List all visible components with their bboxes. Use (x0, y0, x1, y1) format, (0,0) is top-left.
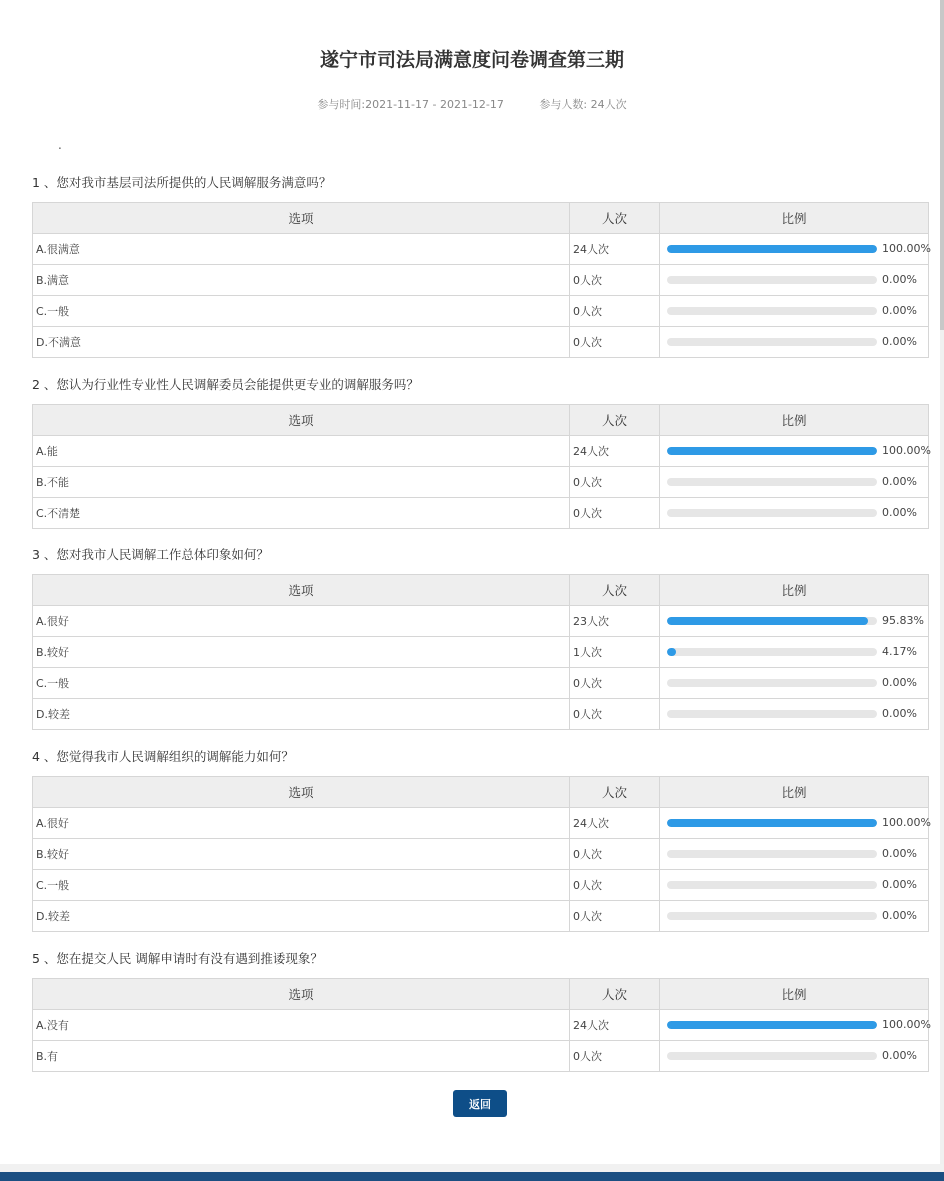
table-row (33, 467, 929, 498)
progress-bar (667, 912, 877, 920)
option-label: C.一般 (33, 668, 570, 699)
option-label: D.不满意 (33, 327, 570, 358)
progress-fill (667, 447, 877, 455)
option-label: A.没有 (33, 1010, 570, 1041)
result-table (32, 978, 929, 1072)
question-block (32, 375, 931, 529)
header-count: 人次 (570, 979, 660, 1010)
option-count: 0人次 (570, 296, 660, 327)
progress-bar (667, 276, 877, 284)
option-count: 0人次 (570, 327, 660, 358)
option-count: 0人次 (570, 901, 660, 932)
option-label: B.较好 (33, 637, 570, 668)
progress-fill (667, 617, 868, 625)
result-table (32, 776, 929, 932)
option-count: 0人次 (570, 699, 660, 730)
option-percent: 0.00% (882, 475, 917, 488)
question-title: 1 、您对我市基层司法所提供的人民调解服务满意吗？ (32, 175, 332, 190)
result-table (32, 574, 929, 730)
option-percent: 0.00% (882, 909, 917, 922)
option-label: B.满意 (33, 265, 570, 296)
table-row (33, 699, 929, 730)
table-row (33, 436, 929, 467)
option-percent: 0.00% (882, 847, 917, 860)
option-count: 0人次 (570, 839, 660, 870)
progress-bar (667, 710, 877, 718)
option-percent: 4.17% (882, 645, 917, 658)
progress-fill (667, 648, 676, 656)
option-count: 24人次 (570, 436, 660, 467)
header-ratio: 比例 (660, 979, 929, 1010)
option-count: 24人次 (570, 808, 660, 839)
back-button[interactable]: 返回 (453, 1090, 507, 1117)
option-label: A.很满意 (33, 234, 570, 265)
progress-bar (667, 447, 877, 455)
option-label: B.不能 (33, 467, 570, 498)
table-row (33, 296, 929, 327)
page-title: 遂宁市司法局满意度问卷调查第三期 (319, 49, 624, 71)
progress-fill (667, 1021, 877, 1029)
option-count: 0人次 (570, 498, 660, 529)
option-ratio (660, 498, 929, 529)
header-count: 人次 (570, 575, 660, 606)
question-block (32, 747, 931, 932)
option-count: 24人次 (570, 234, 660, 265)
option-percent: 0.00% (882, 506, 917, 519)
option-ratio (660, 1041, 929, 1072)
table-row (33, 606, 929, 637)
progress-bar (667, 478, 877, 486)
question-block (32, 949, 931, 1072)
table-row (33, 870, 929, 901)
option-count: 1人次 (570, 637, 660, 668)
footer-accent-bar (0, 1172, 944, 1181)
table-row (33, 498, 929, 529)
table-row (33, 1041, 929, 1072)
option-ratio (660, 327, 929, 358)
option-count: 0人次 (570, 870, 660, 901)
option-count: 0人次 (570, 467, 660, 498)
progress-fill (667, 819, 877, 827)
progress-bar (667, 509, 877, 517)
progress-bar (667, 819, 877, 827)
option-percent: 0.00% (882, 1049, 917, 1062)
option-ratio (660, 870, 929, 901)
header-option: 选项 (33, 979, 570, 1010)
option-count: 0人次 (570, 1041, 660, 1072)
option-ratio (660, 234, 929, 265)
header-count: 人次 (570, 777, 660, 808)
progress-bar (667, 1052, 877, 1060)
option-label: A.很好 (33, 808, 570, 839)
header-ratio: 比例 (660, 405, 929, 436)
option-count: 23人次 (570, 606, 660, 637)
result-table (32, 404, 929, 529)
option-label: A.很好 (33, 606, 570, 637)
progress-bar (667, 245, 877, 253)
participant-count: 参与人数: 24人次 (539, 98, 627, 111)
progress-bar (667, 338, 877, 346)
option-percent: 100.00% (882, 242, 931, 255)
option-label: C.一般 (33, 870, 570, 901)
option-ratio (660, 296, 929, 327)
intro-text: . (58, 138, 62, 152)
question-title: 5 、您在提交人民 调解申请时有没有遇到推诿现象？ (32, 951, 323, 966)
question-block (32, 173, 931, 358)
option-ratio (660, 637, 929, 668)
header-count: 人次 (570, 203, 660, 234)
question-title: 3 、您对我市人民调解工作总体印象如何？ (32, 547, 269, 562)
table-row (33, 265, 929, 296)
option-label: C.不清楚 (33, 498, 570, 529)
progress-bar (667, 881, 877, 889)
progress-bar (667, 648, 877, 656)
option-percent: 0.00% (882, 304, 917, 317)
header-option: 选项 (33, 777, 570, 808)
option-ratio (660, 668, 929, 699)
option-ratio (660, 901, 929, 932)
table-row (33, 1010, 929, 1041)
option-percent: 100.00% (882, 816, 931, 829)
header-option: 选项 (33, 203, 570, 234)
option-count: 0人次 (570, 265, 660, 296)
table-row (33, 808, 929, 839)
option-percent: 0.00% (882, 273, 917, 286)
option-ratio (660, 839, 929, 870)
option-label: D.较差 (33, 901, 570, 932)
table-row (33, 234, 929, 265)
option-count: 24人次 (570, 1010, 660, 1041)
option-ratio (660, 699, 929, 730)
progress-bar (667, 307, 877, 315)
survey-meta (0, 96, 944, 112)
option-ratio (660, 1010, 929, 1041)
progress-bar (667, 1021, 877, 1029)
option-label: A.能 (33, 436, 570, 467)
option-count: 0人次 (570, 668, 660, 699)
progress-bar (667, 617, 877, 625)
table-row (33, 839, 929, 870)
option-percent: 95.83% (882, 614, 924, 627)
table-row (33, 637, 929, 668)
progress-bar (667, 850, 877, 858)
header-option: 选项 (33, 575, 570, 606)
progress-bar (667, 679, 877, 687)
option-percent: 0.00% (882, 676, 917, 689)
question-title: 4 、您觉得我市人民调解组织的调解能力如何？ (32, 749, 294, 764)
result-table (32, 202, 929, 358)
option-label: B.有 (33, 1041, 570, 1072)
option-ratio (660, 436, 929, 467)
header-ratio: 比例 (660, 575, 929, 606)
option-label: C.一般 (33, 296, 570, 327)
header-ratio: 比例 (660, 777, 929, 808)
option-percent: 0.00% (882, 707, 917, 720)
table-row (33, 668, 929, 699)
table-row (33, 901, 929, 932)
option-ratio (660, 808, 929, 839)
option-percent: 0.00% (882, 335, 917, 348)
option-label: D.较差 (33, 699, 570, 730)
table-row (33, 327, 929, 358)
header-option: 选项 (33, 405, 570, 436)
progress-fill (667, 245, 877, 253)
option-ratio (660, 265, 929, 296)
question-title: 2 、您认为行业性专业性人民调解委员会能提供更专业的调解服务吗？ (32, 377, 419, 392)
option-label: B.较好 (33, 839, 570, 870)
question-block (32, 545, 928, 730)
participation-time: 参与时间:2021-11-17 - 2021-12-17 (317, 98, 504, 111)
header-count: 人次 (570, 405, 660, 436)
option-percent: 0.00% (882, 878, 917, 891)
option-ratio (660, 467, 929, 498)
option-percent: 100.00% (882, 1018, 931, 1031)
header-ratio: 比例 (660, 203, 929, 234)
option-percent: 100.00% (882, 444, 931, 457)
option-ratio (660, 606, 929, 637)
